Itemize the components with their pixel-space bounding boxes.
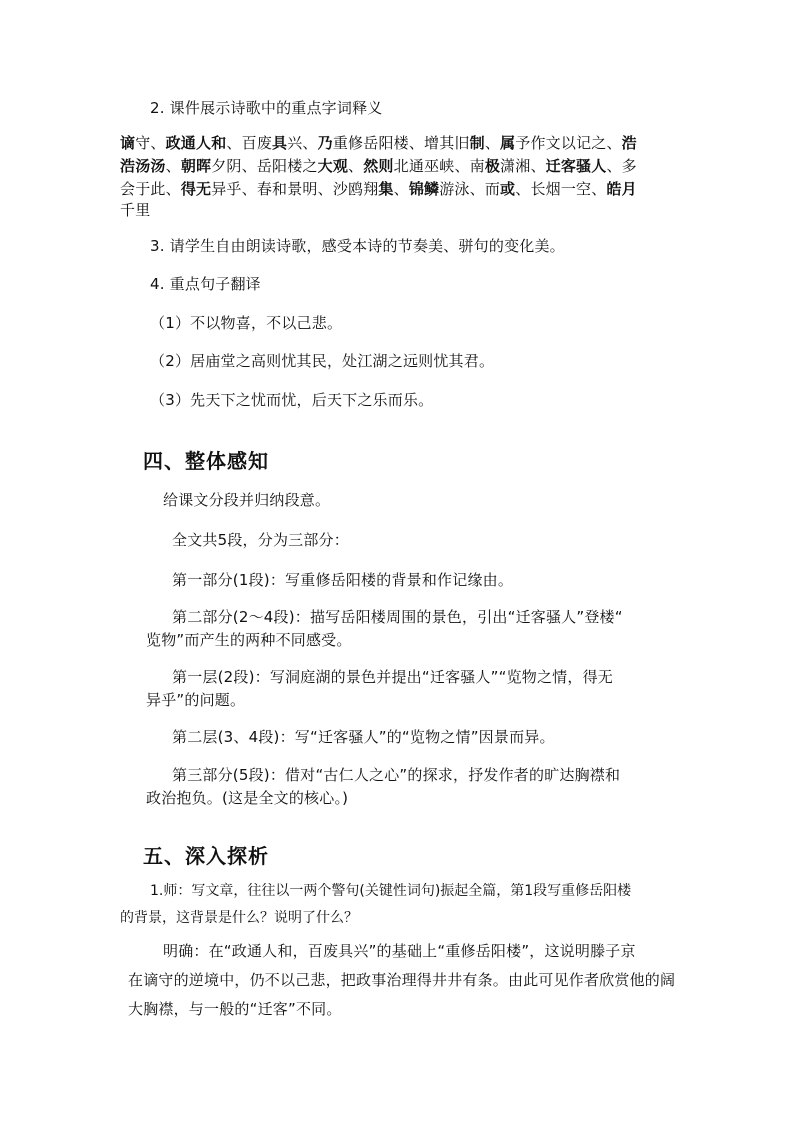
key-term: 浩 (621, 134, 637, 152)
text-segment: 异乎、春和景明、沙鸥翔 (211, 180, 379, 198)
text-segment: 守、 (135, 134, 166, 152)
key-term: 具 (272, 134, 288, 152)
text-segment: 、 (348, 157, 364, 175)
key-term: 皓月 (606, 180, 637, 198)
key-term: 集 (378, 180, 394, 198)
question-1-line-1: 1.师：写文章，往往以一两个警句(关键性词句)振起全篇，第1段写重修岳阳楼 (150, 883, 632, 899)
text-segment: 兴、 (287, 134, 318, 152)
text-segment: 予作文以记之、 (515, 134, 622, 152)
key-term: 得无 (180, 180, 212, 198)
text-segment: 夕阴、岳阳楼之 (211, 157, 318, 175)
part-2-line-1: 第二部分(2～4段)：描写岳阳楼周围的景色，引出“迁客骚人”登楼“ (172, 608, 623, 626)
layer-1-line-1: 第一层(2段)：写洞庭湖的景色并提出“迁客骚人”“览物之情，得无 (172, 668, 613, 686)
vocab-line-2 (120, 156, 637, 176)
key-term: 属 (500, 134, 516, 152)
part-2-line-2: 览物”而产生的两种不同感受。 (146, 631, 352, 649)
text-segment: 、 (393, 180, 409, 198)
answer-1-line-2: 在谪守的逆境中，仍不以己悲，把政事治理得井井有条。由此可见作者欣赏他的阔 (128, 971, 676, 989)
key-sentence-3: （3）先天下之忧而忧，后天下之乐而乐。 (150, 391, 434, 409)
answer-1-line-1: 明确：在“政通人和，百废具兴”的基础上“重修岳阳楼”，这说明滕子京 (163, 942, 636, 960)
layer-1-line-2: 异乎”的问题。 (146, 691, 246, 709)
key-term: 乃 (317, 134, 333, 152)
key-term: 政通人和 (165, 134, 227, 152)
text-segment: 潇湘、 (500, 157, 546, 175)
item-2-heading: 2. 课件展示诗歌中的重点字词释义 (150, 99, 383, 117)
text-segment: 、长烟一空、 (515, 180, 607, 198)
text-segment: 千里 (120, 201, 151, 219)
section-4-summary: 全文共5段，分为三部分： (172, 531, 349, 549)
part-3-line-1: 第三部分(5段)：借对“古仁人之心”的探求，抒发作者的旷达胸襟和 (172, 766, 621, 784)
text-segment: 、百废 (226, 134, 273, 152)
answer-1-line-3: 大胸襟，与一般的“迁客”不同。 (128, 1000, 342, 1018)
item-4-heading: 4. 重点句子翻译 (150, 275, 261, 293)
text-segment: 、 (165, 157, 181, 175)
key-term: 然则 (363, 157, 394, 175)
key-term: 或 (500, 180, 516, 198)
section-4-intro: 给课文分段并归纳段意。 (163, 491, 331, 509)
part-1-text: 第一部分(1段)：写重修岳阳楼的背景和作记缘由。 (172, 571, 514, 589)
key-term: 谪 (120, 134, 136, 152)
key-term: 朝晖 (180, 157, 212, 175)
item-3-text: 3. 请学生自由朗读诗歌，感受本诗的节奏美、骈句的变化美。 (150, 237, 565, 255)
key-sentence-1: （1）不以物喜，不以己悲。 (150, 314, 343, 332)
text-segment: 、 (484, 134, 501, 152)
key-term: 迁客骚人 (545, 157, 607, 175)
text-segment: 、多 (606, 157, 637, 175)
text-segment: 游泳、而 (439, 180, 501, 198)
section-5-title: 五、深入探析 (143, 844, 269, 868)
text-segment: 会于此、 (120, 180, 181, 198)
question-1-line-2: 的背景，这背景是什么？说明了什么？ (120, 910, 358, 926)
vocab-line-1 (120, 133, 637, 153)
key-term: 极 (484, 157, 501, 175)
key-sentence-2: （2）居庙堂之高则忧其民，处江湖之远则忧其君。 (150, 352, 495, 370)
text-segment: 北通巫峡、南 (393, 157, 485, 175)
key-term: 制 (469, 134, 485, 152)
text-segment: 重修岳阳楼、增其旧 (332, 134, 470, 152)
key-term: 浩汤汤 (120, 157, 166, 175)
key-term: 大观 (317, 157, 349, 175)
key-term: 锦鳞 (408, 180, 440, 198)
part-3-line-2: 政治抱负。(这是全文的核心。) (146, 789, 349, 807)
vocab-line-3 (120, 179, 637, 199)
section-4-title: 四、整体感知 (143, 449, 269, 473)
vocab-line-4 (120, 200, 150, 220)
layer-2-text: 第二层(3、4段)：写“迁客骚人”的“览物之情”因景而异。 (172, 728, 555, 746)
